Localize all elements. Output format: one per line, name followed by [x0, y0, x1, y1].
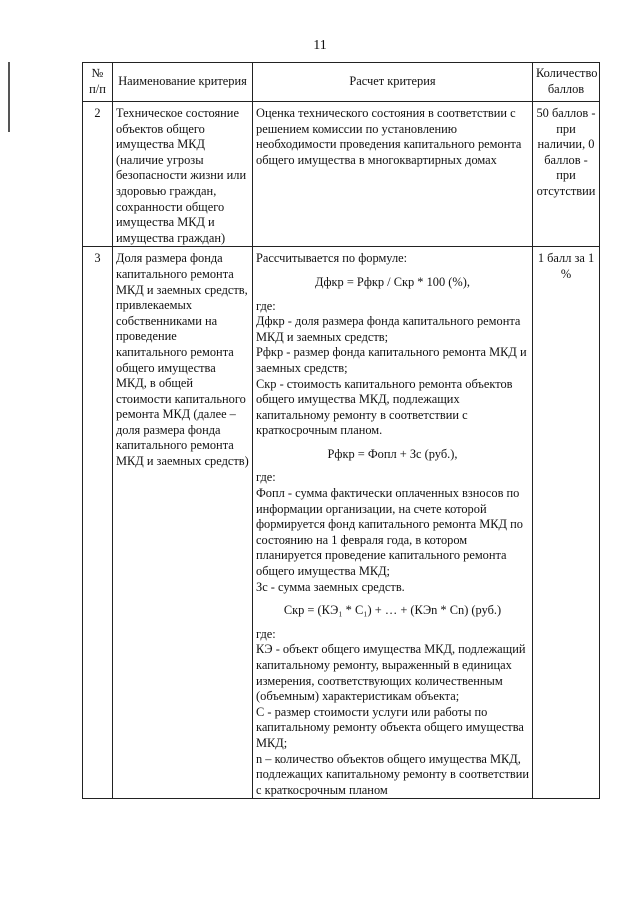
formula-skr: Скр = (КЭ₁ * С₁) + … + (КЭn * Сn) (руб.): [283, 603, 502, 618]
definition-dfkr: Дфкр - доля размера фонда капитального ремонта МКД и заемных средств;: [256, 314, 521, 344]
row-num: 3: [83, 247, 113, 799]
where-label: где:: [256, 626, 276, 641]
row-score: 50 баллов - при наличии, 0 баллов - при отсутствии: [533, 102, 600, 247]
header-score: Количество баллов: [533, 63, 600, 102]
calc-intro: Рассчитывается по формуле:: [256, 251, 408, 266]
definition-skr: Скр - стоимость капитального ремонта объектов общего имущества МКД, подлежащих капитальному ремонту в соответствии с краткосрочным планом.: [256, 376, 513, 438]
header-calc: Расчет критерия: [253, 63, 533, 102]
definition-ke: КЭ - объект общего имущества МКД, подлежащий капитальному ремонту, выраженный в единицах измерения, соответствующих количественным (объемным) характеристикам объекта;: [256, 642, 526, 704]
row-score: 1 балл за 1 %: [533, 247, 600, 799]
definition-fopl: Фопл - сумма фактически оплаченных взносов по информации организации, на счете которой формируется фонд капитального ремонта МКД по состоянию на 1 февраля года, в котором планируется проведение капитального ремонта общего имущества МКД;: [256, 486, 523, 579]
row-calc: Оценка технического состояния в соответствии с решением комиссии по установлению необходимости проведения капитального ремонта общего имущества в многоквартирных домах: [253, 102, 533, 247]
row-name: Техническое состояние объектов общего имущества МКД (наличие угрозы безопасности жизни или здоровью граждан, сохранности общего имущества МКД и имущества граждан): [113, 102, 253, 247]
formula-dfkr: Дфкр = Рфкр / Скр * 100 (%),: [315, 274, 470, 289]
header-name: Наименование критерия: [113, 63, 253, 102]
criteria-table: [82, 62, 600, 799]
formula-rfkr: Рфкр = Фопл + Зс (руб.),: [327, 446, 458, 461]
header-num: № п/п: [83, 63, 113, 102]
row-calc-formula-block: [253, 247, 533, 799]
page-number: 11: [313, 38, 327, 53]
where-label: где:: [256, 470, 276, 485]
definition-c: С - размер стоимости услуги или работы по капитальному ремонту объекта общего имущества МКД;: [256, 704, 524, 750]
scan-margin-mark: [8, 62, 10, 132]
table-row: [83, 102, 600, 247]
where-label: где:: [256, 298, 276, 313]
table-row: [83, 247, 600, 799]
definition-rfkr: Рфкр - размер фонда капитального ремонта МКД и заемных средств;: [256, 345, 527, 375]
table-header-row: [83, 63, 600, 102]
definition-zs: Зс - сумма заемных средств.: [256, 579, 405, 594]
row-name: Доля размера фонда капитального ремонта МКД и заемных средств, привлекаемых собственниками на проведение капитального ремонта общего имущества МКД, в общей стоимости капитального ремонта МКД (далее – доля размера фонда капитального ремонта МКД и заемных средств): [113, 247, 253, 799]
row-num: 2: [83, 102, 113, 247]
definition-n: n – количество объектов общего имущества МКД, подлежащих капитальному ремонту в соответствии с краткосрочным планом: [256, 751, 530, 797]
